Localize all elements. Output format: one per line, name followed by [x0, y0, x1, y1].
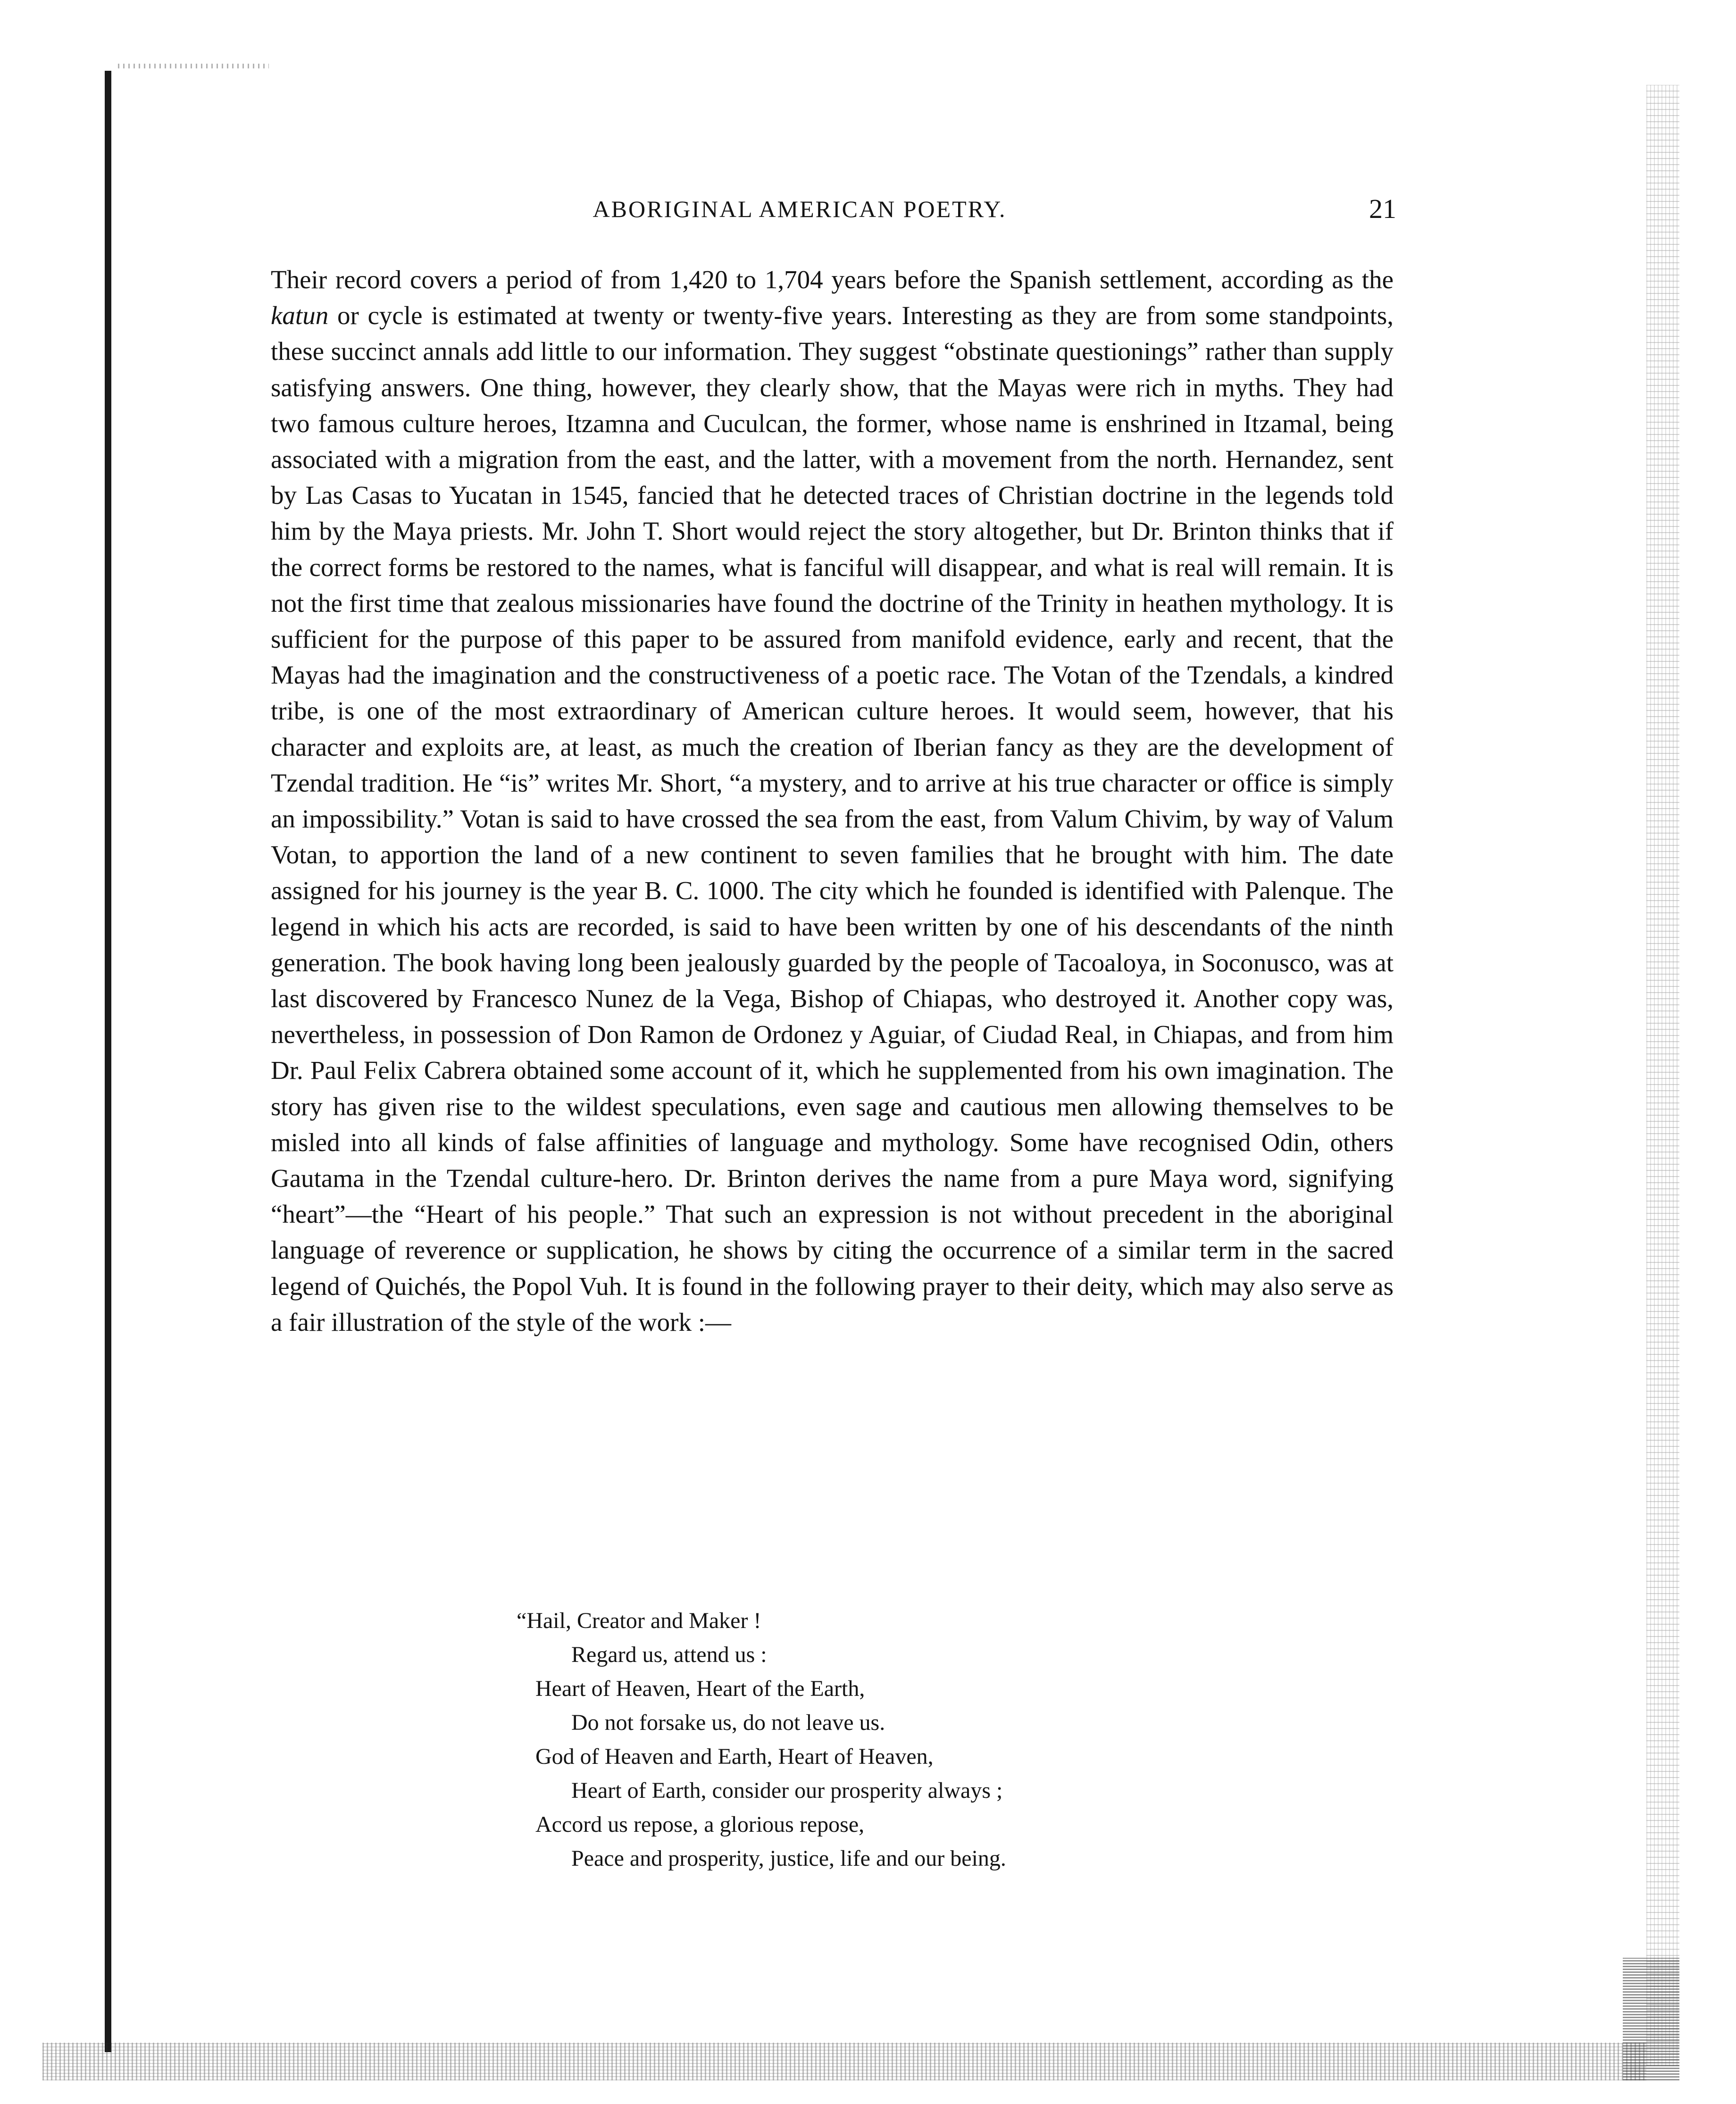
poem-line: Heart of Earth, consider our prosperity always ; — [571, 1778, 1003, 1803]
poem-line: God of Heaven and Earth, Heart of Heaven, — [535, 1744, 934, 1769]
poem-line: Accord us repose, a glorious repose, — [535, 1812, 865, 1837]
scan-noise-right — [1646, 85, 1679, 2066]
poem-line: Peace and prosperity, justice, life and our being. — [571, 1846, 1006, 1871]
running-head: ABORIGINAL AMERICAN POETRY. — [593, 196, 1007, 222]
poem-line: Do not forsake us, do not leave us. — [571, 1710, 885, 1735]
page-header — [264, 192, 1396, 225]
page-number: 21 — [1369, 193, 1396, 224]
poem-line: Regard us, attend us : — [571, 1642, 767, 1667]
poem-line: “Hail, Creator and Maker ! — [517, 1608, 761, 1633]
body-paragraph — [271, 262, 1394, 1340]
scan-noise-bottom — [42, 2043, 1646, 2080]
poem-line: Heart of Heaven, Heart of the Earth, — [535, 1676, 865, 1701]
body-text-part-2: or cycle is estimated at twenty or twenty-five years. Interesting as they are from some standpoints, these succinct annals add little to our information. They suggest “obstinate questionings” rather than supply satisfying answers. One thing, however, they clearly show, that the Mayas were rich in myths. They had two famous culture heroes, Itzamna and Cuculcan, the former, whose name is enshrined in Itzamal, being associated with a migration from the east, and the latter, with a movement from the north. Hernandez, sent by Las Casas to Yucatan in 1545, fancied that he detected traces of Christian doctrine in the legends told him by the Maya priests. Mr. John T. Short would reject the story altogether, but Dr. Brinton thinks that if the correct forms be restored to the names, what is fanciful will disappear, and what is real will remain. It is not the first time that zealous missionaries have found the doctrine of the Trinity in heathen mythology. It is sufficient for the purpose of this paper to be assured from manifold evidence, early and recent, that the Mayas had the imagination and the constructiveness of a poetic race. The Votan of the Tzendals, a kindred tribe, is one of the most extraordinary of American culture heroes. It would seem, however, that his character and exploits are, at least, as much the creation of Iberian fancy as they are the development of Tzendal tradition. He “is” writes Mr. Short, “a mystery, and to arrive at his true character or office is simply an impossibility.” Votan is said to have crossed the sea from the east, from Valum Chivim, by way of Valum Votan, to apportion the land of a new continent to seven families that he brought with him. The date assigned for his journey is the year B. C. 1000. The city which he founded is identified with Palenque. The legend in which his acts are recorded, is said to have been written by one of his descendants of the ninth generation. The book having long been jealously guarded by the people of Tacoaloya, in Soconusco, was at last discovered by Francesco Nunez de la Vega, Bishop of Chiapas, who destroyed it. Another copy was, nevertheless, in possession of Don Ramon de Ordonez y Aguiar, of Ciudad Real, in Chiapas, and from him Dr. Paul Felix Cabrera obtained some account of it, which he supplemented from his own imagination. The story has given rise to the wildest speculations, even sage and cautious men allowing themselves to be misled into all kinds of false affinities of language and mythology. Some have recognised Odin, others Gautama in the Tzendal culture-hero. Dr. Brinton derives the name from a pure Maya word, signifying “heart”—the “Heart of his people.” That such an expression is not without precedent in the aboriginal language of reverence or supplication, he shows by citing the occurrence of a similar term in the sacred legend of Quichés, the Popol Vuh. It is found in the following prayer to their deity, which may also serve as a fair illustration of the style of the work :— — [271, 301, 1394, 1336]
body-text-part-1: Their record covers a period of from 1,420 to 1,704 years before the Spanish settlement, according as the — [271, 265, 1394, 294]
book-spine-shadow — [105, 71, 111, 2052]
katun-term: katun — [271, 301, 329, 330]
scan-noise-top — [118, 64, 269, 68]
prayer-quotation — [517, 1604, 1243, 1876]
